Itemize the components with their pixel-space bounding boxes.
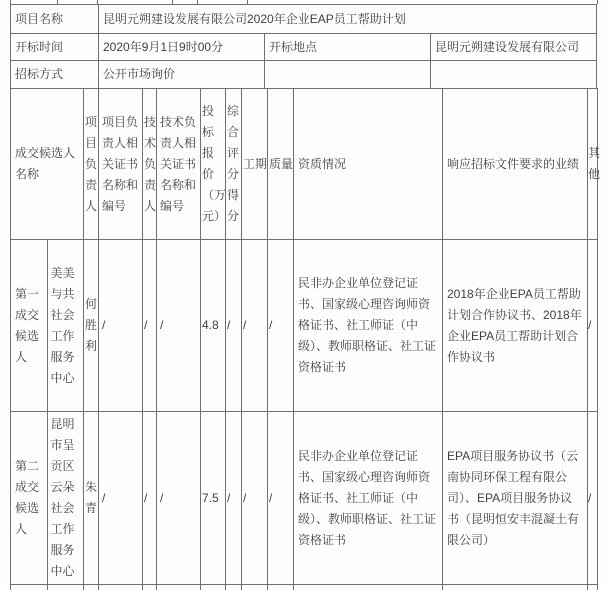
candidate-pm-cert-cell: / [99, 412, 143, 585]
empty-cell [143, 585, 157, 590]
candidate-score-cell: / [226, 240, 242, 412]
open-time-label: 开标时间 [11, 34, 99, 61]
header-other: 其他 [588, 89, 598, 240]
header-quality: 质量 [268, 89, 294, 240]
header-qualification: 资质情况 [294, 89, 443, 240]
candidate-pm-cert-cell: / [99, 240, 143, 412]
empty-cell [157, 585, 201, 590]
candidates-header-row [11, 89, 598, 240]
candidate-perf-cell: EPA项目服务协议书（云南协同环保工程有限公司）、EPA项目服务协议书（昆明恒安丰混凝土有限公司） [443, 412, 588, 585]
candidate-other-cell: / [588, 412, 598, 585]
bottom-cutoff-row [11, 585, 598, 590]
candidate-rank-cell: 第二成交候选人 [11, 412, 48, 585]
candidate-qualif-cell: 民非办企业单位登记证书、国家级心理咨询师资格证书、社工师证（中级）、教师职格证、社工证资格证书 [294, 240, 443, 412]
candidate-duration-cell: / [242, 240, 268, 412]
empty-cell [47, 585, 84, 590]
candidate-qualif-cell: 民非办企业单位登记证书、国家级心理咨询师资格证书、社工师证（中级）、教师职格证、社工证资格证书 [294, 412, 443, 585]
open-place-label: 开标地点 [265, 34, 431, 61]
candidates-table [10, 88, 601, 590]
candidate-tech-cert-cell: / [157, 240, 201, 412]
project-info-table [10, 4, 597, 89]
open-time-value: 2020年9月1日9时00分 [99, 34, 265, 61]
candidate-tech-cell: / [143, 412, 157, 585]
empty-cell [443, 585, 588, 590]
candidate-duration-cell: / [242, 412, 268, 585]
candidate-org-cell: 美美与共社会工作服务中心 [47, 240, 84, 412]
empty-cell [226, 585, 242, 590]
header-project-manager: 项目负责人 [84, 89, 99, 240]
header-candidate-name: 成交候选人名称 [11, 89, 84, 240]
table-row [11, 61, 597, 89]
empty-cell [11, 585, 48, 590]
header-overall-score: 综合评分得分 [226, 89, 242, 240]
candidate-row-1 [11, 240, 598, 412]
empty-cell [84, 585, 99, 590]
table-row [11, 34, 597, 61]
candidate-other-cell: / [588, 240, 598, 412]
header-performance: 响应招标文件要求的业绩 [443, 89, 588, 240]
header-pm-certificates: 项目负责人相关证书名称和编号 [99, 89, 143, 240]
candidate-quality-cell: / [268, 240, 294, 412]
candidate-rank-cell: 第一成交候选人 [11, 240, 48, 412]
candidate-quality-cell: / [268, 412, 294, 585]
bid-method-value: 公开市场询价 [99, 61, 265, 89]
empty-cell [265, 61, 431, 89]
empty-cell [268, 585, 294, 590]
empty-cell [588, 585, 598, 590]
candidate-tech-cell: / [143, 240, 157, 412]
header-tech-certificates: 技术负责人相关证书名称和编号 [157, 89, 201, 240]
candidate-tech-cert-cell: / [157, 412, 201, 585]
candidate-price-cell: 4.8 [201, 240, 226, 412]
empty-cell [242, 585, 268, 590]
empty-cell [294, 585, 443, 590]
project-name-value: 昆明元朔建设发展有限公司2020年企业EAP员工帮助计划 [99, 5, 597, 34]
bid-method-label: 招标方式 [11, 61, 99, 89]
header-bid-price: 投标报价（万元） [201, 89, 226, 240]
header-tech-manager: 技术负责人 [143, 89, 157, 240]
candidate-price-cell: 7.5 [201, 412, 226, 585]
project-name-label: 项目名称 [11, 5, 99, 34]
table-row [11, 5, 597, 34]
empty-cell [201, 585, 226, 590]
open-place-value: 昆明元朔建设发展有限公司 [431, 34, 597, 61]
candidate-pm-cell: 何胜利 [84, 240, 99, 412]
header-duration: 工期 [242, 89, 268, 240]
candidate-pm-cell: 朱青 [84, 412, 99, 585]
candidate-score-cell: / [226, 412, 242, 585]
candidate-org-cell: 昆明市呈贡区云朵社会工作服务中心 [47, 412, 84, 585]
candidate-perf-cell: 2018年企业EPA员工帮助计划合作协议书、2018年企业EPA员工帮助计划合作协议书 [443, 240, 588, 412]
candidate-row-2 [11, 412, 598, 585]
empty-cell [99, 585, 143, 590]
empty-cell [431, 61, 597, 89]
